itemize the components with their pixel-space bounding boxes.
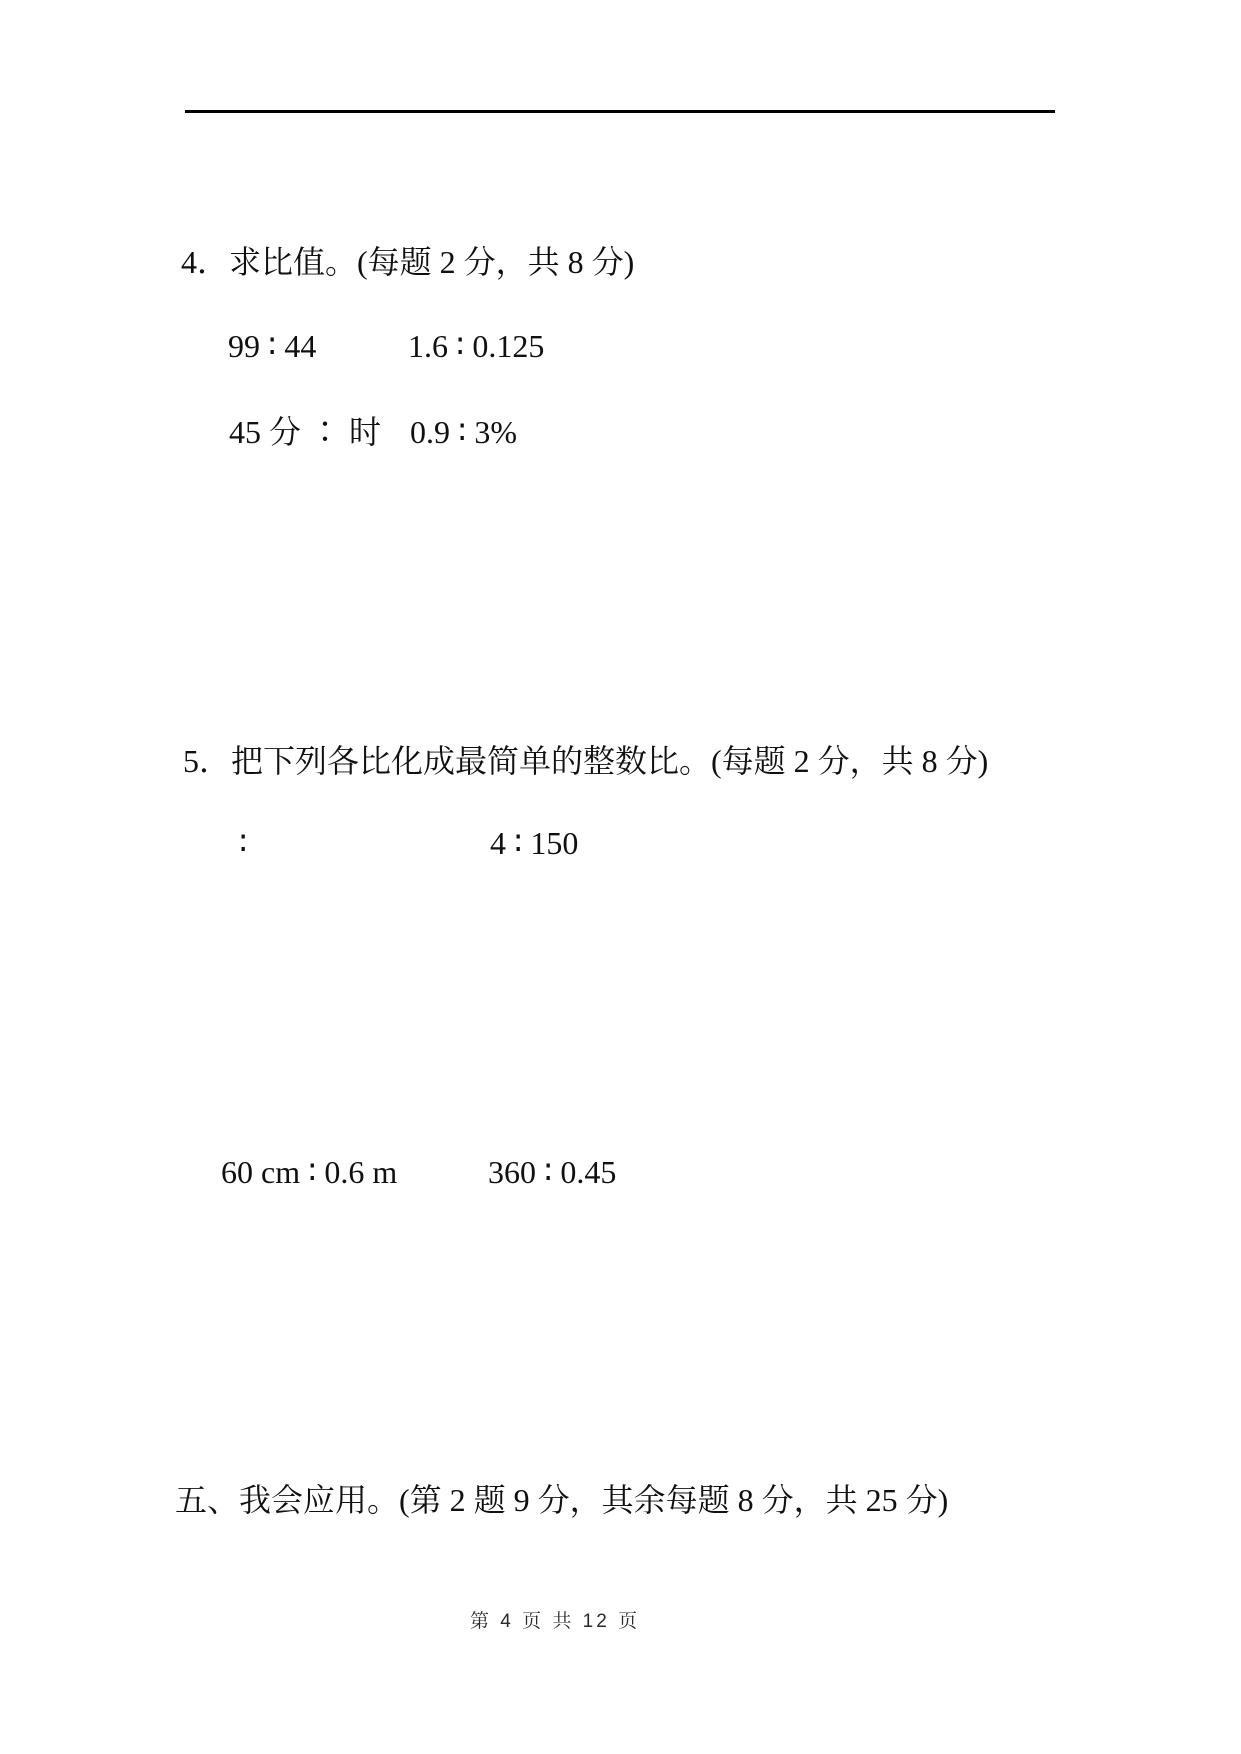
- page-number-footer: 第 4 页 共 12 页: [470, 1611, 641, 1632]
- header-divider-line: [185, 110, 1055, 113]
- q5-ratio-1: ∶: [239, 825, 248, 861]
- q5-ratio-2: 4 ∶ 150: [490, 825, 579, 861]
- q4-ratio-1: 99 ∶ 44: [228, 328, 317, 364]
- q4-ratio-4: 0.9 ∶ 3%: [410, 414, 517, 450]
- q4-ratio-3: 45 分 ∶ 时: [229, 414, 382, 450]
- q5-ratio-4: 360 ∶ 0.45: [488, 1154, 617, 1190]
- question-4-title: 4．求比值。(每题 2 分，共 8 分): [181, 244, 635, 280]
- question-5-title: 5．把下列各比化成最简单的整数比。(每题 2 分，共 8 分): [183, 743, 989, 779]
- q5-ratio-3: 60 cm ∶ 0.6 m: [221, 1154, 398, 1190]
- q4-ratio-2: 1.6 ∶ 0.125: [408, 328, 545, 364]
- section-5-title: 五、我会应用。(第 2 题 9 分，其余每题 8 分，共 25 分): [175, 1482, 949, 1518]
